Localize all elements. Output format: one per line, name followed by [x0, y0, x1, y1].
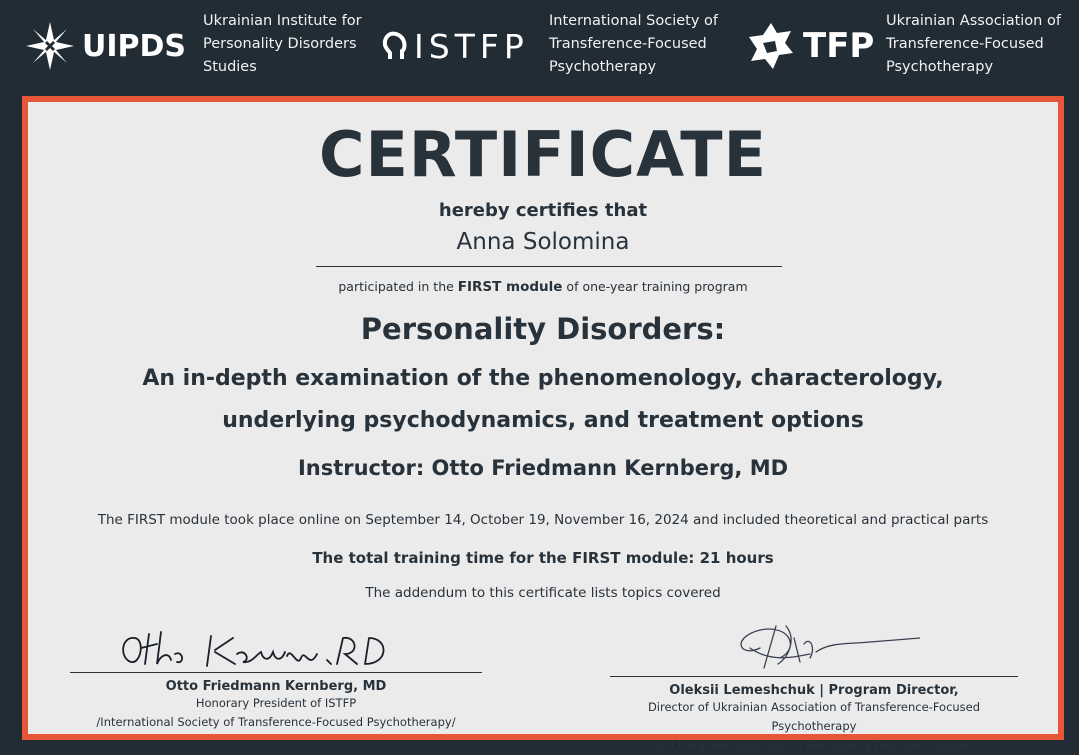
total-training-time: The total training time for the FIRST module: 21 hours	[312, 549, 774, 567]
participation-pre: participated in the	[338, 279, 458, 294]
signatory-role-kernberg: Honorary President of ISTFP /International Society of Transference-Focused Psychotherapy/	[96, 696, 456, 729]
course-title: Personality Disorders:	[360, 312, 726, 346]
course-subtitle-line-2: underlying psychodynamics, and treatment options	[222, 408, 864, 433]
participation-module: FIRST module	[457, 279, 563, 295]
star-burst-icon	[24, 20, 76, 72]
recipient-name: Anna Solomina	[456, 229, 630, 255]
istfp-name: International Society of Transference-Focused Psychotherapy	[549, 13, 719, 75]
signature-lemeshchuk	[720, 618, 920, 676]
module-dates: The FIRST module took place online on September 14, October 19, November 16, 2024 and included theoretical and practical parts	[97, 512, 989, 528]
uipds-wordmark: UIPDS	[82, 28, 187, 64]
addendum-note: The addendum to this certificate lists topics covered	[365, 585, 721, 601]
uipds-logo	[24, 10, 186, 82]
signatory-name-lemeshchuk: Oleksii Lemeshchuk | Program Director,	[669, 683, 959, 698]
istfp-logo	[382, 10, 529, 82]
signature-line-kernberg	[70, 672, 482, 673]
certifies-text: hereby certifies that	[438, 200, 648, 221]
header-bar	[0, 0, 1079, 92]
course-subtitle	[28, 358, 1058, 442]
head-profile-icon	[382, 29, 408, 63]
signatory-name-kernberg: Otto Friedmann Kernberg, MD	[165, 679, 387, 694]
tfp-name: Ukrainian Association of Transference-Focused Psychotherapy	[886, 13, 1061, 75]
participation-text	[28, 279, 1058, 295]
signature-block-lemeshchuk	[610, 618, 1018, 755]
signatory-role-lemeshchuk: Director of Ukrainian Association of Transference-Focused Psychotherapy and Ukrainian Institute for Personality Disorders Studies	[647, 700, 981, 752]
tfp-wordmark: TFP	[803, 26, 875, 66]
signature-kernberg	[111, 624, 441, 672]
recipient-underline	[316, 266, 782, 267]
course-subtitle-line-1: An in-depth examination of the phenomenology, characterology,	[142, 366, 944, 391]
istfp-wordmark: ISTFP	[414, 26, 529, 66]
participation-post: of one-year training program	[562, 279, 748, 294]
instructor: Instructor: Otto Friedmann Kernberg, MD	[297, 456, 789, 480]
tfp-emblem-icon	[747, 21, 795, 71]
signature-block-kernberg	[70, 624, 482, 732]
certificate-frame	[22, 96, 1064, 752]
uipds-name: Ukrainian Institute for Personality Disorders Studies	[203, 13, 362, 75]
certificate-title: CERTIFICATE	[319, 118, 767, 191]
tfp-logo	[747, 10, 874, 82]
signature-line-lemeshchuk	[610, 676, 1018, 677]
